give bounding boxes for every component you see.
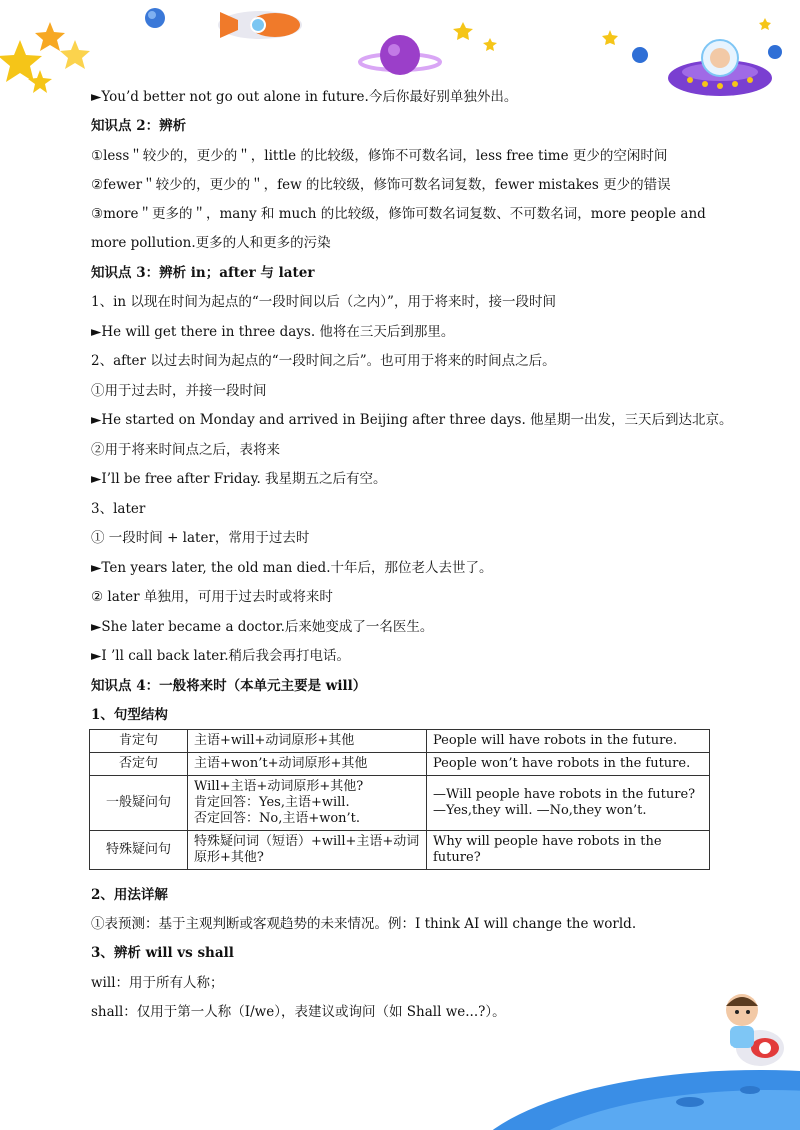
table-cell-example — [427, 776, 710, 831]
structure-line: Will+主语+动词原形+其他? — [194, 779, 364, 794]
table-cell-example: People won’t have robots in the future. — [427, 753, 710, 776]
example-in: ►He will get there in three days. 他将在三天后到那里。 — [91, 324, 455, 340]
table-cell-type: 一般疑问句 — [90, 776, 188, 831]
note-later: 3、later — [91, 501, 146, 517]
star-cluster-icon — [0, 22, 90, 93]
astronaut-boy-icon — [718, 994, 784, 1066]
note-fewer: ②fewer＂较少的，更少的＂，few 的比较级，修饰可数名词复数，fewer mistakes 更少的错误 — [91, 177, 671, 193]
small-planet-icon — [145, 8, 165, 28]
section-heading-4: 知识点 4：一般将来时（本单元主要是 will） — [91, 678, 367, 694]
note-in: 1、in 以现在时间为起点的“一段时间以后（之内）”，用于将来时，接一段时间 — [91, 294, 556, 310]
table-cell-structure: 主语+will+动词原形+其他 — [188, 730, 427, 753]
note-after-past: ①用于过去时，并接一段时间 — [91, 383, 267, 399]
table-cell-type: 肯定句 — [90, 730, 188, 753]
example-later-3: ►I ’ll call back later.稍后我会再打电话。 — [91, 648, 351, 664]
table-row — [90, 831, 710, 870]
note-after-future: ②用于将来时间点之后，表将来 — [91, 442, 280, 458]
structure-line: 肯定回答：Yes,主语+will. — [194, 795, 350, 810]
example-after-future: ►I’ll be free after Friday. 我星期五之后有空。 — [91, 471, 387, 487]
table-cell-structure: 主语+won’t+动词原形+其他 — [188, 753, 427, 776]
table-row — [90, 730, 710, 753]
rocket-icon — [218, 11, 302, 39]
subheading-will-shall: 3、辨析 will vs shall — [91, 945, 234, 961]
sentence-structure-table — [89, 729, 710, 870]
subheading-structure: 1、句型结构 — [91, 707, 168, 723]
section-heading-2: 知识点 2：辨析 — [91, 118, 187, 134]
note-shall: shall：仅用于第一人称（I/we），表建议或询问（如 Shall we...?）。 — [91, 1004, 506, 1020]
table-cell-structure — [188, 776, 427, 831]
table-cell-example: People will have robots in the future. — [427, 730, 710, 753]
note-after: 2、after 以过去时间为起点的“一段时间之后”。也可用于将来的时间点之后。 — [91, 353, 556, 369]
note-more: ③more＂更多的＂，many 和 much 的比较级，修饰可数名词复数、不可数名词，more people and more pollution.更多的人和更多的污染 — [91, 206, 706, 251]
table-cell-example: Why will people have robots in the future? — [427, 831, 710, 870]
note-prediction: ①表预测：基于主观判断或客观趋势的未来情况。例：I think AI will change the world. — [91, 916, 637, 932]
planet-surface-icon — [460, 1070, 800, 1130]
bottom-decoration — [460, 990, 800, 1130]
example-line: —Will people have robots in the future? — [433, 787, 696, 802]
table-cell-type: 特殊疑问句 — [90, 831, 188, 870]
purple-planet-icon — [360, 35, 440, 75]
note-less: ①less＂较少的，更少的＂，little 的比较级，修饰不可数名词，less free time 更少的空闲时间 — [91, 148, 668, 164]
table-row — [90, 753, 710, 776]
table-cell-type: 否定句 — [90, 753, 188, 776]
table-row — [90, 776, 710, 831]
structure-line: 否定回答：No,主语+won’t. — [194, 811, 361, 826]
table-cell-structure: 特殊疑问词（短语）+will+主语+动词原形+其他? — [188, 831, 427, 870]
example-sentence: ►You’d better not go out alone in future.今后你最好别单独外出。 — [91, 89, 518, 105]
example-later-1: ►Ten years later, the old man died.十年后，那位老人去世了。 — [91, 560, 493, 576]
note-later-1: ① 一段时间 + later，常用于过去时 — [91, 530, 310, 546]
section-heading-3: 知识点 3：辨析 in；after 与 later — [91, 265, 315, 281]
subheading-usage: 2、用法详解 — [91, 887, 168, 903]
example-later-2: ►She later became a doctor.后来她变成了一名医生。 — [91, 619, 434, 635]
example-line: —Yes,they will. —No,they won’t. — [433, 803, 647, 818]
note-later-2: ② later 单独用，可用于过去时或将来时 — [91, 589, 333, 605]
note-will: will：用于所有人称； — [91, 975, 224, 991]
example-after-past: ►He started on Monday and arrived in Beijing after three days. 他星期一出发，三天后到达北京。 — [91, 412, 733, 428]
